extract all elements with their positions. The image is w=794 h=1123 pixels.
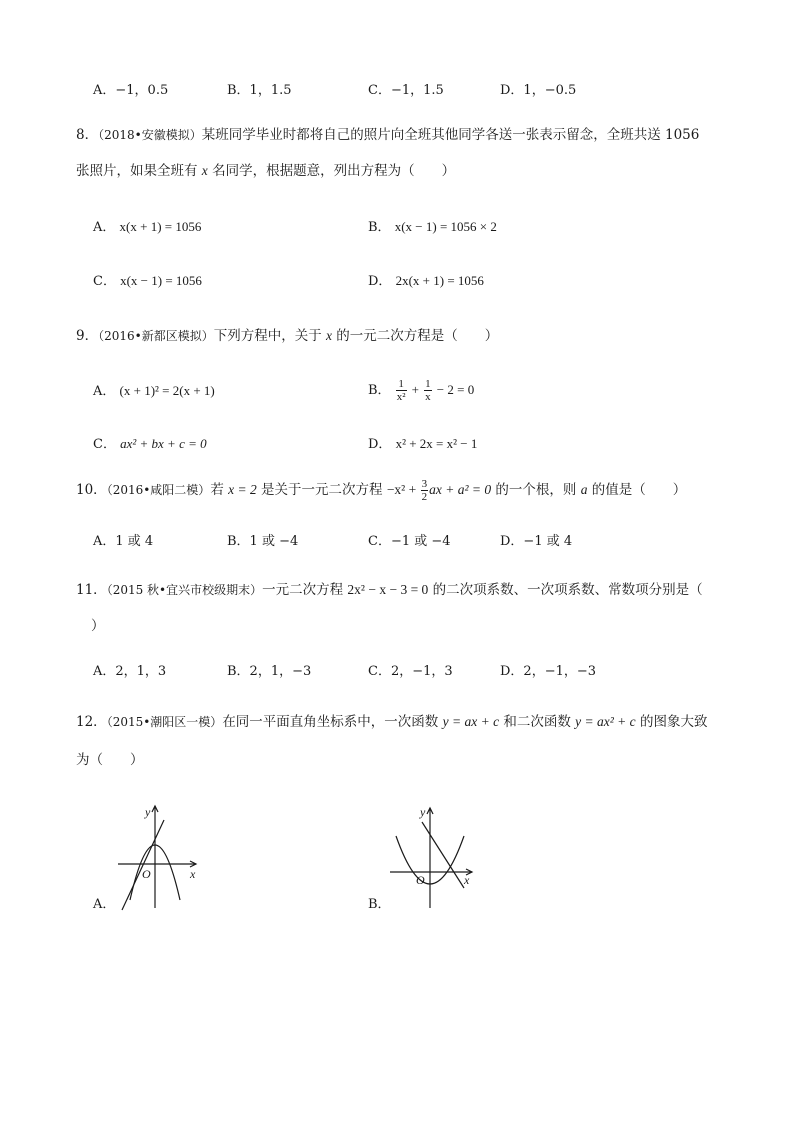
q8-source: （2018•安徽模拟） bbox=[98, 128, 202, 142]
q10-frac bbox=[421, 478, 429, 503]
q8-option-d-letter: D． bbox=[368, 274, 392, 289]
q12-option-b[interactable]: B． bbox=[368, 897, 391, 912]
q10-var: a bbox=[580, 482, 588, 497]
q9-b-frac-2-num: 1 bbox=[425, 378, 431, 390]
question-12 bbox=[76, 714, 707, 730]
q8-text-2-post: 名同学，根据题意，列出方程为（ ） bbox=[207, 163, 456, 179]
q10-option-d[interactable]: D．−1 或 4 bbox=[500, 534, 573, 549]
q11-option-d[interactable]: D．2，−1，−3 bbox=[500, 664, 597, 679]
q9-option-c-letter: C． bbox=[93, 437, 116, 452]
q10-text-mid: 是关于一元二次方程 bbox=[256, 482, 387, 498]
q11-source: （2015 秋•宜兴市校级期末） bbox=[106, 583, 263, 597]
q12-f1: y = ax + c bbox=[442, 714, 500, 729]
question-10 bbox=[76, 472, 686, 508]
graph-a-y-label: y bbox=[145, 805, 151, 819]
q10-text-end: 的值是（ ） bbox=[587, 482, 687, 498]
q9-option-d[interactable] bbox=[368, 435, 477, 454]
q10-source: （2016•咸阳二模） bbox=[106, 483, 211, 497]
graph-b-line bbox=[422, 822, 464, 888]
q8-option-d-expr: 2x(x + 1) = 1056 bbox=[395, 273, 484, 288]
q11-number: 11． bbox=[76, 582, 107, 598]
q9-option-a[interactable] bbox=[93, 382, 215, 401]
q8-option-a-letter: A． bbox=[93, 220, 116, 235]
q8-number: 8． bbox=[76, 127, 99, 143]
q10-option-a[interactable]: A．1 或 4 bbox=[93, 534, 154, 549]
question-11 bbox=[76, 582, 703, 598]
q11-text-line2: ） bbox=[91, 618, 105, 634]
q10-number: 10． bbox=[76, 482, 107, 498]
q9-var: x bbox=[326, 328, 333, 343]
question-9 bbox=[76, 328, 498, 344]
q10-eq-post: ax + a² = 0 bbox=[429, 482, 492, 497]
q8-option-b[interactable] bbox=[368, 218, 497, 237]
q7-option-d[interactable]: D．1，−0.5 bbox=[500, 83, 577, 98]
q9-b-frac-1-den: x² bbox=[396, 391, 406, 403]
q12-text-line2: 为（ ） bbox=[76, 752, 144, 768]
q11-option-a[interactable]: A．2，1，3 bbox=[93, 664, 167, 679]
q8-option-a-expr: x(x + 1) = 1056 bbox=[119, 219, 202, 234]
q12-text-post: 的图象大致 bbox=[635, 714, 708, 730]
q10-frac-den: 2 bbox=[421, 491, 428, 503]
graph-b-origin-label: O bbox=[416, 873, 425, 887]
q12-option-a[interactable]: A． bbox=[93, 897, 116, 912]
q12-text-mid: 和二次函数 bbox=[499, 714, 576, 730]
q9-source: （2016•新都区模拟） bbox=[98, 329, 214, 343]
q9-option-a-expr: (x + 1)² = 2(x + 1) bbox=[119, 383, 215, 398]
q9-option-c-expr: ax² + bx + c = 0 bbox=[120, 436, 207, 451]
q8-option-c-letter: C． bbox=[93, 274, 116, 289]
q7-option-a[interactable]: A．−1，0.5 bbox=[93, 83, 169, 98]
q9-b-frac-1-num: 1 bbox=[396, 378, 407, 391]
q11-eq: 2x² − x − 3 = 0 bbox=[347, 582, 429, 597]
q9-option-d-expr: x² + 2x = x² − 1 bbox=[395, 436, 478, 451]
q9-option-b-tail: − 2 = 0 bbox=[436, 382, 475, 397]
q12-source: （2015•潮阳区一模） bbox=[106, 715, 223, 729]
q10-text-pre: 若 bbox=[210, 482, 229, 498]
q12-f2: y = ax² + c bbox=[575, 714, 636, 729]
graph-b-y-label: y bbox=[420, 805, 426, 819]
q9-b-frac-2-den: x bbox=[425, 391, 431, 403]
q12-number: 12． bbox=[76, 714, 107, 730]
q8-option-c[interactable] bbox=[93, 272, 202, 291]
q12-text-pre: 在同一平面直角坐标系中，一次函数 bbox=[222, 714, 443, 730]
q9-option-a-letter: A． bbox=[93, 384, 116, 399]
q9-number: 9． bbox=[76, 328, 99, 344]
q9-option-b[interactable]: B． $\frac{1}{\text{x²}}$ + $\frac{1}{x}$ − 2 = 0 bbox=[368, 378, 475, 403]
q8-option-b-letter: B． bbox=[368, 220, 391, 235]
q9-text-post: 的一元二次方程是（ ） bbox=[332, 328, 499, 344]
q12-graph-a[interactable] bbox=[112, 800, 212, 912]
q10-frac-num: 3 bbox=[421, 478, 428, 490]
q7-option-b[interactable]: B．1，1.5 bbox=[227, 83, 292, 98]
q9-option-b-frac-2 bbox=[424, 378, 432, 403]
q11-option-b[interactable]: B．2，1，−3 bbox=[227, 664, 312, 679]
q8-option-d[interactable] bbox=[368, 272, 484, 291]
graph-a-x-label: x bbox=[190, 867, 196, 881]
graph-b-x-label: x bbox=[464, 873, 470, 887]
q10-option-b[interactable]: B．1 或 −4 bbox=[227, 534, 299, 549]
q8-option-c-expr: x(x − 1) = 1056 bbox=[120, 273, 202, 288]
q10-option-c[interactable]: C．−1 或 −4 bbox=[368, 534, 451, 549]
q11-text-post: 的二次项系数、一次项系数、常数项分别是（ bbox=[428, 582, 703, 598]
q8-text-2-pre: 张照片，如果全班有 bbox=[76, 163, 202, 179]
question-8 bbox=[76, 118, 716, 189]
q9-option-c[interactable] bbox=[93, 435, 207, 454]
q11-text-pre: 一元二次方程 bbox=[262, 582, 348, 598]
q9-text-pre: 下列方程中，关于 bbox=[213, 328, 327, 344]
q8-option-a[interactable] bbox=[93, 218, 201, 237]
q11-option-c[interactable]: C．2，−1，3 bbox=[368, 664, 453, 679]
q8-var: x bbox=[201, 163, 208, 178]
q9-option-b-frac-1 bbox=[396, 378, 407, 403]
graph-a-origin-label: O bbox=[142, 867, 151, 881]
graph-a-line bbox=[122, 820, 164, 910]
q7-option-c[interactable]: C．−1，1.5 bbox=[368, 83, 444, 98]
q10-cond: x = 2 bbox=[228, 482, 257, 497]
q8-text-1: 某班同学毕业时都将自己的照片向全班其他同学各送一张表示留念，全班共送 1056 bbox=[201, 127, 700, 143]
q12-graph-b[interactable] bbox=[386, 800, 486, 912]
q9-option-d-letter: D． bbox=[368, 437, 392, 452]
q8-option-b-expr: x(x − 1) = 1056 × 2 bbox=[394, 219, 497, 234]
q10-text-post: 的一个根，则 bbox=[491, 482, 581, 498]
q9-option-b-letter: B． bbox=[368, 383, 391, 398]
q10-eq-pre: −x² + bbox=[386, 482, 420, 497]
